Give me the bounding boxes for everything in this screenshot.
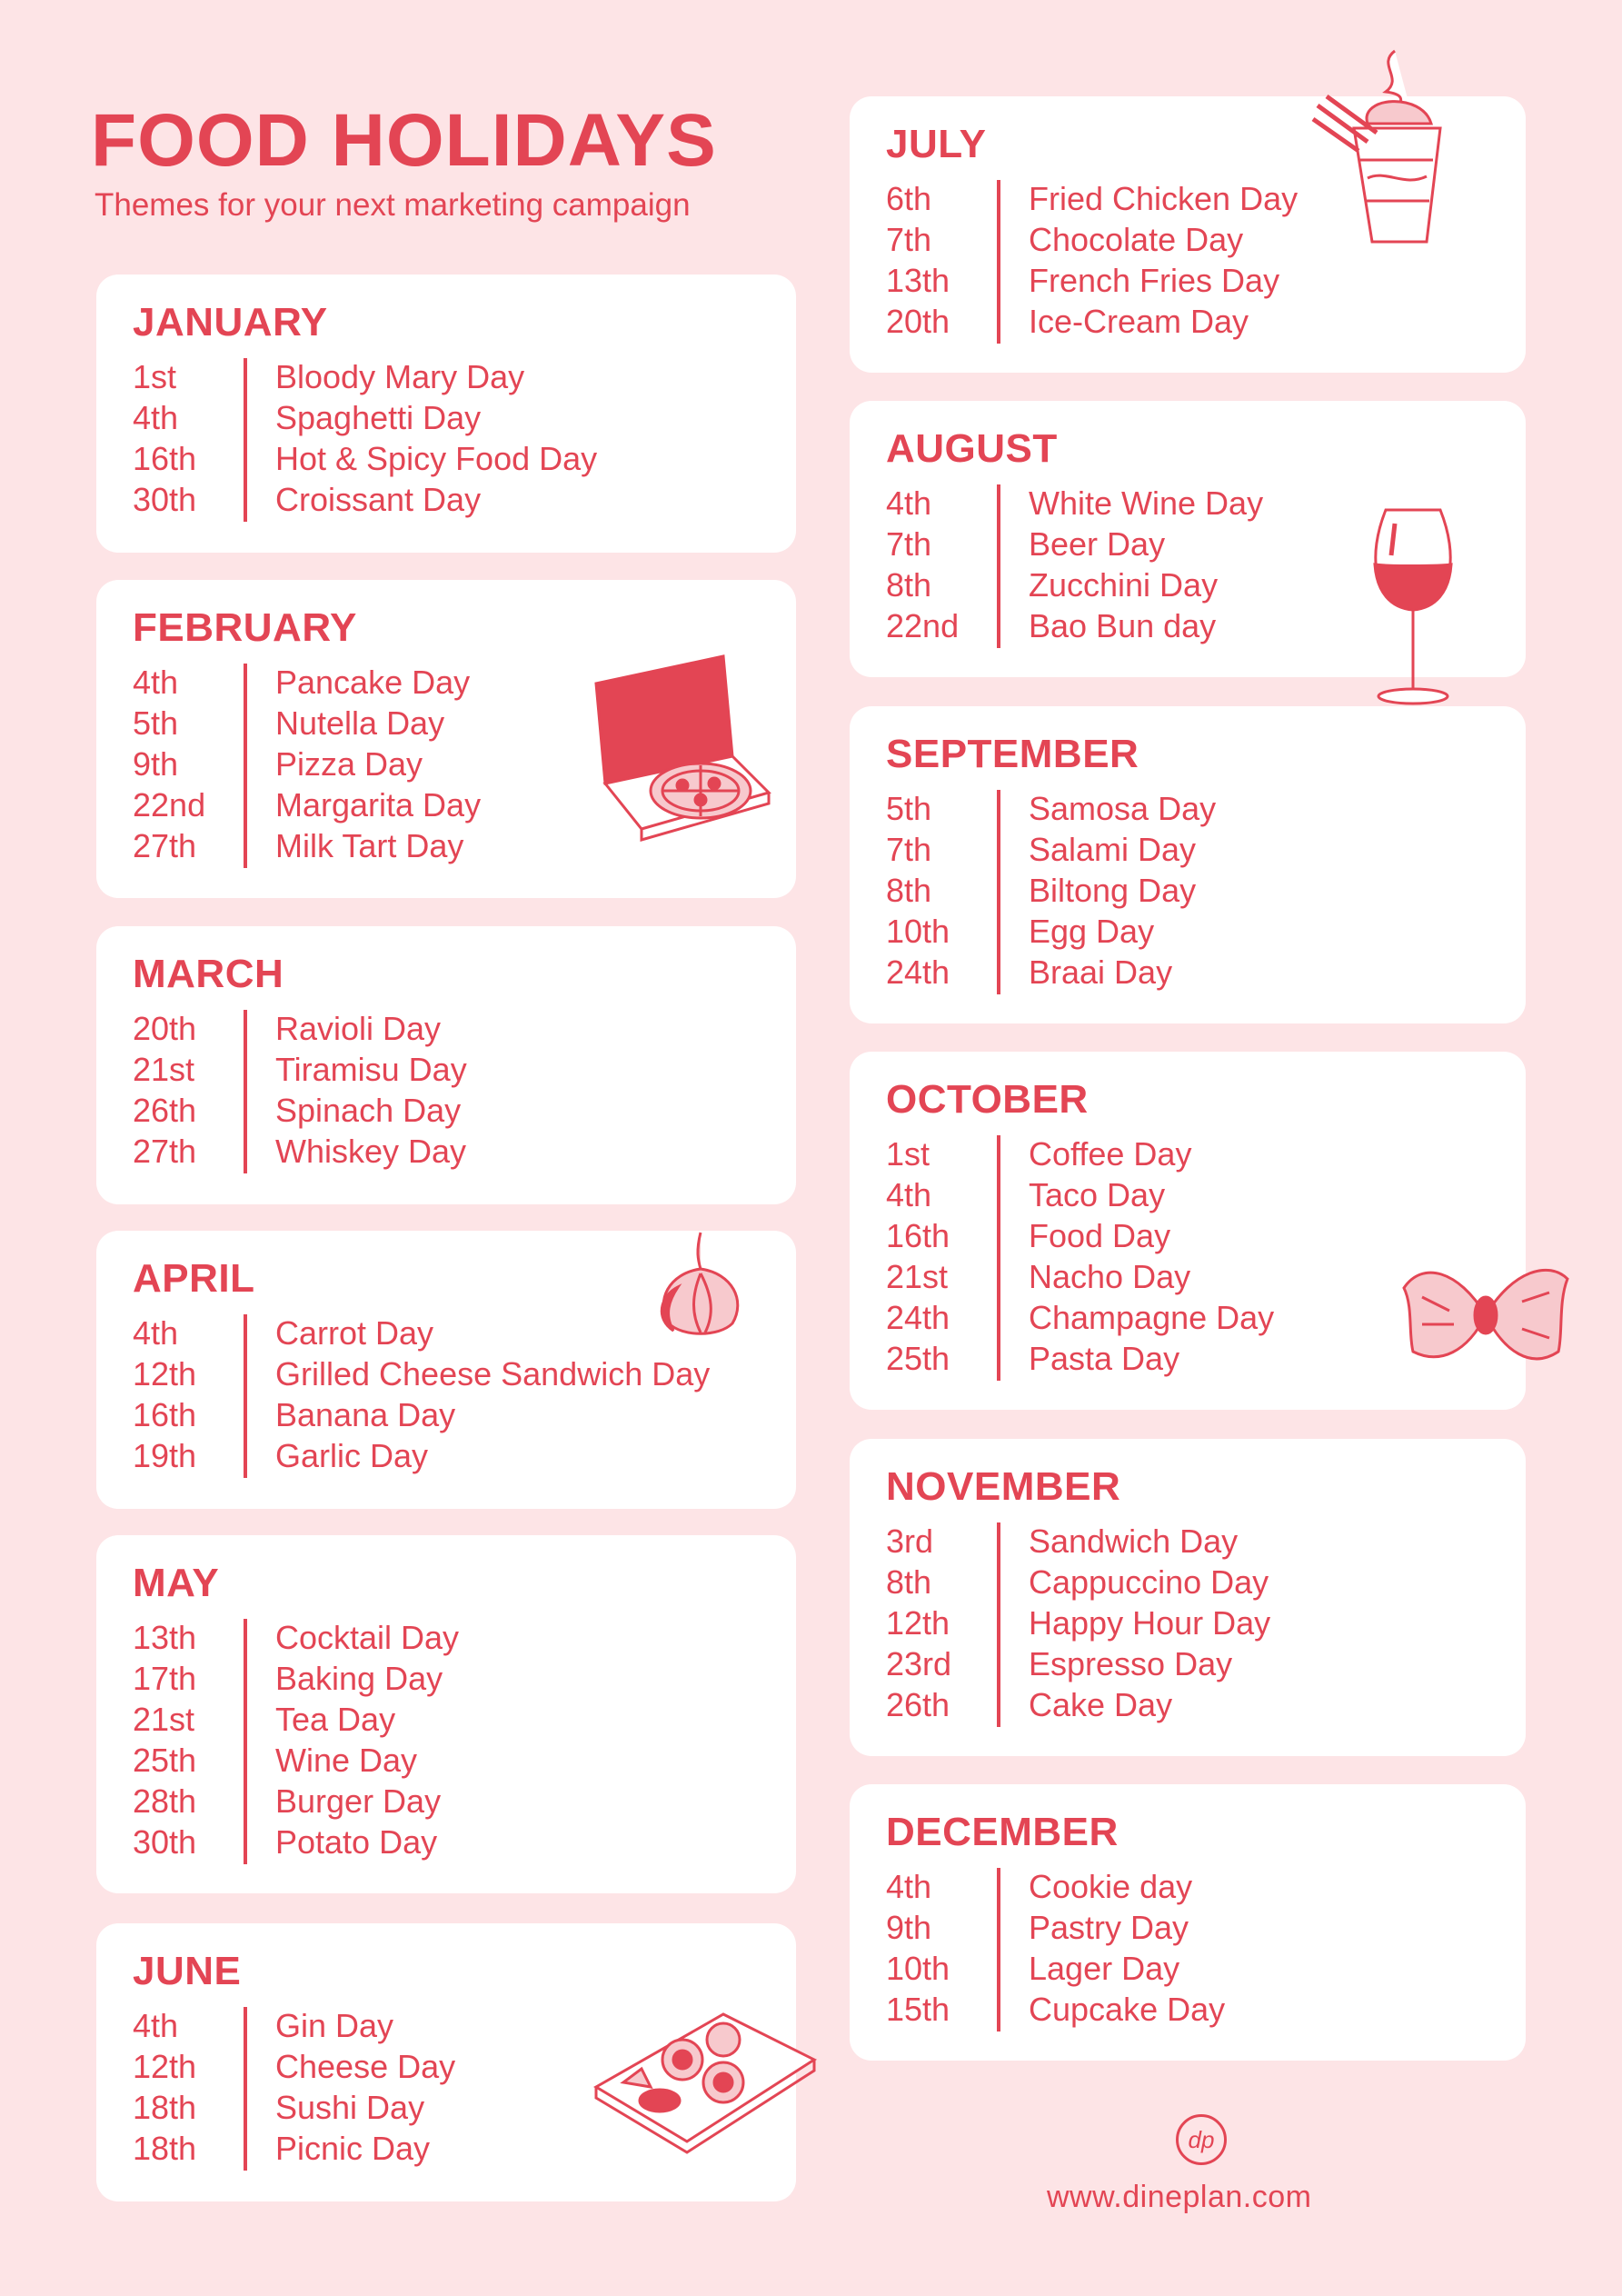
holiday-date: 17th bbox=[133, 1659, 197, 1697]
holiday-date: 26th bbox=[133, 1091, 197, 1129]
month-heading: MAY bbox=[133, 1561, 220, 1605]
holiday-list bbox=[886, 788, 1508, 993]
holiday-name: Baking Day bbox=[275, 1659, 443, 1697]
holiday-row bbox=[133, 744, 778, 784]
holiday-row bbox=[133, 1049, 778, 1090]
holiday-date: 26th bbox=[886, 1685, 950, 1723]
holiday-name: Grilled Cheese Sandwich Day bbox=[275, 1354, 711, 1393]
holiday-row bbox=[133, 2128, 778, 2169]
month-heading: SEPTEMBER bbox=[886, 732, 1139, 776]
month-card-may bbox=[96, 1535, 796, 1893]
holiday-row bbox=[886, 829, 1508, 870]
holiday-name: Gin Day bbox=[275, 2006, 394, 2044]
holiday-list bbox=[886, 1866, 1508, 2030]
holiday-row bbox=[886, 1948, 1508, 1989]
holiday-row bbox=[886, 1174, 1508, 1215]
page-title: FOOD HOLIDAYS bbox=[91, 99, 717, 182]
holiday-list bbox=[886, 1521, 1508, 1725]
holiday-list bbox=[133, 1617, 778, 1862]
holiday-name: Tiramisu Day bbox=[275, 1050, 467, 1088]
holiday-row bbox=[886, 301, 1508, 342]
holiday-name: Carrot Day bbox=[275, 1313, 434, 1352]
holiday-name: Sushi Day bbox=[275, 2088, 425, 2126]
holiday-row bbox=[886, 870, 1508, 911]
holiday-date: 23rd bbox=[886, 1644, 952, 1682]
holiday-date: 10th bbox=[886, 1949, 950, 1987]
holiday-row bbox=[133, 1131, 778, 1172]
holiday-row bbox=[886, 524, 1508, 564]
holiday-date: 4th bbox=[886, 1175, 932, 1213]
month-card-september bbox=[850, 706, 1526, 1023]
holiday-row bbox=[133, 1353, 778, 1394]
month-card-december bbox=[850, 1784, 1526, 2061]
holiday-row bbox=[886, 952, 1508, 993]
holiday-row bbox=[133, 784, 778, 825]
holiday-name: Margarita Day bbox=[275, 785, 482, 824]
month-heading: DECEMBER bbox=[886, 1810, 1119, 1854]
holiday-row bbox=[886, 1521, 1508, 1562]
holiday-row bbox=[133, 397, 778, 438]
holiday-row bbox=[133, 1008, 778, 1049]
month-heading: MARCH bbox=[133, 952, 284, 996]
holiday-row bbox=[886, 1989, 1508, 2030]
month-heading: JANUARY bbox=[133, 300, 328, 344]
holiday-row bbox=[886, 1907, 1508, 1948]
holiday-row bbox=[886, 564, 1508, 605]
month-heading: APRIL bbox=[133, 1256, 255, 1301]
holiday-row bbox=[886, 1297, 1508, 1338]
holiday-date: 12th bbox=[133, 2047, 197, 2085]
holiday-name: Happy Hour Day bbox=[1029, 1603, 1271, 1642]
holiday-row bbox=[133, 438, 778, 479]
holiday-name: Beer Day bbox=[1029, 524, 1166, 563]
holiday-name: Nacho Day bbox=[1029, 1257, 1191, 1295]
holiday-date: 18th bbox=[133, 2129, 197, 2167]
holiday-date: 30th bbox=[133, 1822, 197, 1861]
holiday-row bbox=[886, 1684, 1508, 1725]
holiday-row bbox=[133, 1699, 778, 1740]
holiday-date: 12th bbox=[886, 1603, 950, 1642]
holiday-name: Pancake Day bbox=[275, 663, 471, 701]
page-subtitle: Themes for your next marketing campaign bbox=[95, 187, 691, 223]
holiday-date: 25th bbox=[133, 1741, 197, 1779]
holiday-name: Cheese Day bbox=[275, 2047, 456, 2085]
holiday-date: 22nd bbox=[133, 785, 206, 824]
holiday-name: Food Day bbox=[1029, 1216, 1171, 1254]
holiday-row bbox=[886, 1133, 1508, 1174]
holiday-name: Taco Day bbox=[1029, 1175, 1166, 1213]
month-card-january bbox=[96, 275, 796, 553]
holiday-date: 27th bbox=[133, 826, 197, 864]
holiday-row bbox=[886, 219, 1508, 260]
holiday-row bbox=[886, 1215, 1508, 1256]
holiday-list bbox=[133, 2005, 778, 2169]
holiday-date: 7th bbox=[886, 220, 932, 258]
holiday-row bbox=[133, 2087, 778, 2128]
holiday-date: 30th bbox=[133, 480, 197, 518]
holiday-name: Burger Day bbox=[275, 1782, 442, 1820]
holiday-row bbox=[886, 1256, 1508, 1297]
dineplan-logo bbox=[1176, 2114, 1227, 2165]
holiday-list bbox=[886, 1133, 1508, 1379]
month-heading: OCTOBER bbox=[886, 1077, 1089, 1122]
month-card-october bbox=[850, 1052, 1526, 1410]
holiday-date: 9th bbox=[886, 1908, 932, 1946]
holiday-row bbox=[886, 1338, 1508, 1379]
holiday-row bbox=[133, 1435, 778, 1476]
holiday-date: 8th bbox=[886, 871, 932, 909]
holiday-date: 10th bbox=[886, 912, 950, 950]
month-card-august bbox=[850, 401, 1526, 677]
holiday-row bbox=[133, 825, 778, 866]
holiday-name: Croissant Day bbox=[275, 480, 482, 518]
holiday-row bbox=[133, 1822, 778, 1862]
holiday-row bbox=[886, 178, 1508, 219]
holiday-row bbox=[133, 1740, 778, 1781]
holiday-date: 7th bbox=[886, 524, 932, 563]
holiday-row bbox=[886, 1866, 1508, 1907]
month-card-july bbox=[850, 96, 1526, 373]
holiday-name: Potato Day bbox=[275, 1822, 438, 1861]
holiday-row bbox=[886, 1562, 1508, 1602]
holiday-row bbox=[886, 260, 1508, 301]
holiday-date: 18th bbox=[133, 2088, 197, 2126]
holiday-row bbox=[133, 1313, 778, 1353]
holiday-date: 8th bbox=[886, 565, 932, 604]
holiday-date: 4th bbox=[133, 398, 179, 436]
holiday-list bbox=[133, 1008, 778, 1172]
holiday-row bbox=[133, 662, 778, 703]
holiday-date: 8th bbox=[886, 1562, 932, 1601]
holiday-name: Ravioli Day bbox=[275, 1009, 442, 1047]
holiday-name: Milk Tart Day bbox=[275, 826, 464, 864]
holiday-row bbox=[133, 2005, 778, 2046]
holiday-date: 16th bbox=[133, 439, 197, 477]
holiday-date: 20th bbox=[133, 1009, 197, 1047]
holiday-date: 16th bbox=[133, 1395, 197, 1433]
holiday-name: Picnic Day bbox=[275, 2129, 431, 2167]
holiday-date: 21st bbox=[133, 1700, 195, 1738]
holiday-date: 27th bbox=[133, 1132, 197, 1170]
holiday-date: 4th bbox=[133, 663, 179, 701]
holiday-name: Samosa Day bbox=[1029, 789, 1217, 827]
month-heading: JULY bbox=[886, 122, 987, 166]
holiday-name: Champagne Day bbox=[1029, 1298, 1275, 1336]
holiday-name: Pasta Day bbox=[1029, 1339, 1180, 1377]
holiday-date: 20th bbox=[886, 302, 950, 340]
holiday-date: 22nd bbox=[886, 606, 960, 644]
holiday-date: 4th bbox=[886, 484, 932, 522]
holiday-name: Hot & Spicy Food Day bbox=[275, 439, 598, 477]
holiday-row bbox=[133, 1781, 778, 1822]
holiday-name: Garlic Day bbox=[275, 1436, 429, 1474]
holiday-name: Tea Day bbox=[275, 1700, 396, 1738]
holiday-name: French Fries Day bbox=[1029, 261, 1280, 299]
month-heading: JUNE bbox=[133, 1949, 242, 1993]
holiday-row bbox=[133, 356, 778, 397]
holiday-name: White Wine Day bbox=[1029, 484, 1264, 522]
holiday-date: 21st bbox=[133, 1050, 195, 1088]
holiday-date: 4th bbox=[886, 1867, 932, 1905]
month-heading: NOVEMBER bbox=[886, 1464, 1121, 1509]
holiday-date: 12th bbox=[133, 1354, 197, 1393]
holiday-row bbox=[886, 605, 1508, 646]
month-heading: AUGUST bbox=[886, 426, 1058, 471]
holiday-date: 1st bbox=[886, 1134, 930, 1173]
holiday-name: Cookie day bbox=[1029, 1867, 1193, 1905]
holiday-date: 4th bbox=[133, 1313, 179, 1352]
month-card-june bbox=[96, 1923, 796, 2201]
holiday-date: 9th bbox=[133, 744, 179, 783]
holiday-row bbox=[133, 1617, 778, 1658]
holiday-name: Chocolate Day bbox=[1029, 220, 1244, 258]
holiday-date: 5th bbox=[886, 789, 932, 827]
holiday-date: 24th bbox=[886, 1298, 950, 1336]
holiday-row bbox=[133, 703, 778, 744]
month-heading: FEBRUARY bbox=[133, 605, 357, 650]
holiday-name: Bloody Mary Day bbox=[275, 357, 525, 395]
holiday-name: Egg Day bbox=[1029, 912, 1155, 950]
holiday-date: 4th bbox=[133, 2006, 179, 2044]
holiday-name: Salami Day bbox=[1029, 830, 1197, 868]
holiday-name: Fried Chicken Day bbox=[1029, 179, 1299, 217]
holiday-row bbox=[886, 788, 1508, 829]
holiday-row bbox=[133, 1394, 778, 1435]
month-card-february bbox=[96, 580, 796, 898]
holiday-date: 15th bbox=[886, 1990, 950, 2028]
holiday-row bbox=[133, 2046, 778, 2087]
holiday-name: Cake Day bbox=[1029, 1685, 1173, 1723]
holiday-name: Pizza Day bbox=[275, 744, 423, 783]
holiday-date: 28th bbox=[133, 1782, 197, 1820]
holiday-name: Zucchini Day bbox=[1029, 565, 1219, 604]
holiday-name: Banana Day bbox=[275, 1395, 456, 1433]
holiday-row bbox=[886, 1602, 1508, 1643]
holiday-list bbox=[886, 178, 1508, 342]
holiday-name: Biltong Day bbox=[1029, 871, 1197, 909]
holiday-name: Espresso Day bbox=[1029, 1644, 1233, 1682]
holiday-name: Ice-Cream Day bbox=[1029, 302, 1249, 340]
month-card-march bbox=[96, 926, 796, 1204]
holiday-row bbox=[133, 479, 778, 520]
holiday-name: Cupcake Day bbox=[1029, 1990, 1226, 2028]
holiday-list bbox=[133, 662, 778, 866]
holiday-list bbox=[133, 1313, 778, 1476]
holiday-name: Coffee Day bbox=[1029, 1134, 1192, 1173]
holiday-name: Cocktail Day bbox=[275, 1618, 460, 1656]
holiday-date: 5th bbox=[133, 704, 179, 742]
holiday-list bbox=[886, 483, 1508, 646]
holiday-date: 13th bbox=[133, 1618, 197, 1656]
holiday-date: 19th bbox=[133, 1436, 197, 1474]
holiday-list bbox=[133, 356, 778, 520]
holiday-date: 3rd bbox=[886, 1522, 934, 1560]
holiday-date: 6th bbox=[886, 179, 932, 217]
holiday-date: 25th bbox=[886, 1339, 950, 1377]
logo-text: dp bbox=[1188, 2125, 1215, 2153]
holiday-date: 13th bbox=[886, 261, 950, 299]
month-card-november bbox=[850, 1439, 1526, 1756]
holiday-name: Spinach Day bbox=[275, 1091, 462, 1129]
holiday-name: Lager Day bbox=[1029, 1949, 1180, 1987]
holiday-name: Spaghetti Day bbox=[275, 398, 482, 436]
holiday-row bbox=[886, 483, 1508, 524]
holiday-name: Cappuccino Day bbox=[1029, 1562, 1269, 1601]
holiday-name: Whiskey Day bbox=[275, 1132, 467, 1170]
holiday-row bbox=[886, 911, 1508, 952]
holiday-name: Bao Bun day bbox=[1029, 606, 1217, 644]
month-card-april bbox=[96, 1231, 796, 1509]
holiday-date: 1st bbox=[133, 357, 177, 395]
holiday-name: Wine Day bbox=[275, 1741, 418, 1779]
holiday-date: 24th bbox=[886, 953, 950, 991]
holiday-date: 7th bbox=[886, 830, 932, 868]
holiday-name: Braai Day bbox=[1029, 953, 1173, 991]
holiday-name: Sandwich Day bbox=[1029, 1522, 1239, 1560]
holiday-date: 21st bbox=[886, 1257, 949, 1295]
holiday-row bbox=[133, 1658, 778, 1699]
holiday-row bbox=[886, 1643, 1508, 1684]
footer-website-link[interactable]: www.dineplan.com bbox=[1047, 2180, 1312, 2214]
holiday-date: 16th bbox=[886, 1216, 950, 1254]
holiday-row bbox=[133, 1090, 778, 1131]
holiday-name: Pastry Day bbox=[1029, 1908, 1189, 1946]
holiday-name: Nutella Day bbox=[275, 704, 445, 742]
